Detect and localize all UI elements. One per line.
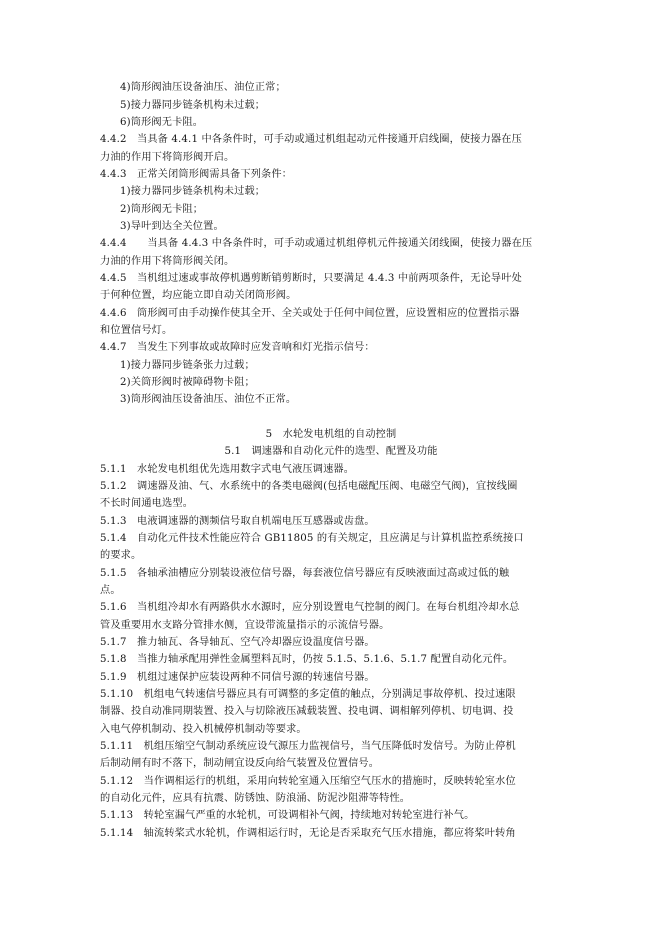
text-line: 1)接力器同步链条张力过载； xyxy=(120,360,255,371)
text-line: 的自动化元件，应具有抗震、防锈蚀、防浪涌、防泥沙阻滞等特性。 xyxy=(100,793,411,804)
clause-5-1-14: 5.1.14 轴流转桨式水轮机，作调相运行时，无论是否采取充气压水措施，都应将桨叶转角 xyxy=(100,828,516,839)
clause-5-1-3: 5.1.3 电液调速器的测频信号取自机端电压互感器或齿盘。 xyxy=(100,516,375,527)
clause-5-1-13: 5.1.13 转轮室漏气严重的水轮机，可设调相补气阀，持续地对转轮室进行补气。 xyxy=(100,810,475,821)
text-line: 1)接力器同步链条机构未过载； xyxy=(120,186,266,197)
clause-4-4-3: 4.4.3 正常关闭筒形阀需具备下列条件： xyxy=(100,169,293,180)
clause-5-1-1: 5.1.1 水轮发电机组优先选用数字式电气液压调速器。 xyxy=(100,464,355,475)
text-line: 于何种位置，均应能立即自动关闭筒形阀。 xyxy=(100,290,297,301)
text-line: 力油的作用下将筒形阀关闭。 xyxy=(100,256,235,267)
text-line: 入电气停机制动、投入机械停机制动等要求。 xyxy=(100,724,307,735)
clause-4-4-7: 4.4.7 当发生下列事故或故障时应发音响和灯光指示信号： xyxy=(100,342,375,353)
clause-5-1-12: 5.1.12 当作调相运行的机组，采用向转轮室通入压缩空气压水的措施时，反映转轮室水位 xyxy=(100,776,516,787)
clause-5-1-8: 5.1.8 当推力轴承配用弹性金属塑料瓦时，仍按 5.1.5、5.1.6、5.1.7 配置自动化元件。 xyxy=(100,654,514,665)
text-line: 2)关筒形阀时被障碍物卡阻； xyxy=(120,377,255,388)
text-line: 制器、投自动准同期装置、投入与切除液压减载装置、投电调、调相解列停机、切电调、投 xyxy=(100,706,514,717)
clause-5-1-2: 5.1.2 调速器及油、气、水系统中的各类电磁阀(包括电磁配压阀、电磁空气阀)，宜按线圈 xyxy=(100,481,518,492)
clause-5-1-4: 5.1.4 自动化元件技术性能应符合 GB11805 的有关规定，且应满足与计算机监控系统接口 xyxy=(100,533,524,544)
clause-4-4-5: 4.4.5 当机组过速或事故停机遇剪断销剪断时，只要满足 4.4.3 中前两项条件，无论导叶处 xyxy=(100,273,522,284)
clause-5-1-11: 5.1.11 机组压缩空气制动系统应设气源压力监视信号，当气压降低时发信号。为防止停机 xyxy=(100,741,516,752)
text-line: 4)筒形阀油压设备油压、油位正常； xyxy=(120,82,286,93)
section-heading: 5 水轮发电机组的自动控制 xyxy=(265,429,397,440)
clause-5-1-7: 5.1.7 推力轴瓦、各导轴瓦、空气冷却器应设温度信号器。 xyxy=(100,637,375,648)
text-line: 2)筒形阀无卡阻； xyxy=(120,204,204,215)
text-line: 3)筒形阀油压设备油压、油位不正常。 xyxy=(120,394,297,405)
subsection-heading: 5.1 调速器和自动化元件的选型、配置及功能 xyxy=(224,446,438,457)
clause-4-4-6: 4.4.6 筒形阀可由手动操作使其全开、全关或处于任何中间位置，应设置相应的位置指示器 xyxy=(100,308,520,319)
clause-5-1-6: 5.1.6 当机组冷却水有两路供水水源时，应分别设置电气控制的阀门。在每台机组冷却水总 xyxy=(100,602,520,613)
clause-5-1-9: 5.1.9 机组过速保护应装设两种不同信号源的转速信号器。 xyxy=(100,672,375,683)
text-line: 不长时间通电选型。 xyxy=(100,498,194,509)
text-line: 力油的作用下将筒形阀开启。 xyxy=(100,152,235,163)
clause-4-4-4: 4.4.4 当具备 4.4.3 中各条件时，可手动或通过机组停机元件接通关闭线圈，使接力器在压 xyxy=(100,238,533,249)
text-line: 和位置信号灯。 xyxy=(100,325,173,336)
text-line: 后制动闸有时不落下，制动闸宜设反向给气装置及位置信号。 xyxy=(100,758,380,769)
clause-5-1-10: 5.1.10 机组电气转速信号器应具有可调整的多定值的触点，分别满足事故停机、投过速限 xyxy=(100,689,516,700)
text-line: 管及重要用水支路分管排水侧，宜设带流量指示的示流信号器。 xyxy=(100,620,390,631)
text-line: 6)筒形阀无卡阻。 xyxy=(120,117,204,128)
clause-5-1-5: 5.1.5 各轴承油槽应分别装设液位信号器，每套液位信号器应有反映液面过高或过低的触 xyxy=(100,568,510,579)
text-line: 点。 xyxy=(100,585,121,596)
clause-4-4-2: 4.4.2 当具备 4.4.1 中各条件时，可手动或通过机组起动元件接通开启线圈，使接力器在压 xyxy=(100,134,522,145)
text-line: 3)导叶到达全关位置。 xyxy=(120,221,224,232)
text-line: 5)接力器同步链条机构未过载； xyxy=(120,100,266,111)
text-line: 的要求。 xyxy=(100,550,142,561)
